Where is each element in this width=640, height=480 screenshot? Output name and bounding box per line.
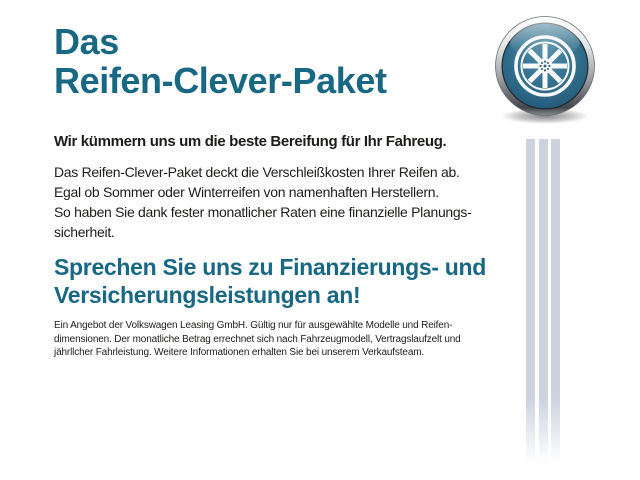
title-line-1: Das bbox=[54, 21, 119, 62]
decorative-stripes bbox=[526, 139, 563, 463]
body-text-line: Egal ob Sommer oder Winterreifen von namenhaften Herstellern. bbox=[54, 184, 439, 200]
legal-paragraph bbox=[54, 319, 461, 360]
legal-text-line: dimensionen. Der monatliche Betrag errechnet sich nach Fahrzeugmodell, Vertragslaufzelt und bbox=[54, 333, 461, 345]
body-text-line: sicherheit. bbox=[54, 224, 115, 240]
cta-heading bbox=[54, 253, 486, 309]
legal-text-line: jährllcher Fahrleistung. Weitere Informationen erhalten Sie bei unserem Verkaufsteam. bbox=[54, 347, 425, 358]
legal-text-line: Ein Angebot der Volkswagen Leasing GmbH. Gültig nur für ausgewählte Modelle und Reifen- bbox=[54, 320, 453, 331]
intro-heading: Wir kümmern uns um die beste Bereifung für Ihr Fahreug. bbox=[54, 133, 447, 150]
cta-line-1: Sprechen Sie uns zu Finanzierungs- und bbox=[54, 254, 487, 280]
stripe bbox=[551, 139, 560, 463]
stripe bbox=[526, 139, 535, 463]
body-paragraph bbox=[54, 162, 471, 242]
title-line-2: Reifen-Clever-Paket bbox=[54, 60, 387, 101]
page-title bbox=[54, 22, 387, 100]
body-text-line: So haben Sie dank fester monatlicher Raten eine finanzielle Planungs- bbox=[54, 204, 472, 220]
wheel-badge-icon bbox=[492, 14, 598, 128]
body-text-line: Das Reifen-Clever-Paket deckt die Verschleißkosten Ihrer Reifen ab. bbox=[54, 164, 460, 180]
stripe bbox=[539, 139, 548, 463]
cta-line-2: Versicherungsleistungen an! bbox=[54, 282, 361, 308]
